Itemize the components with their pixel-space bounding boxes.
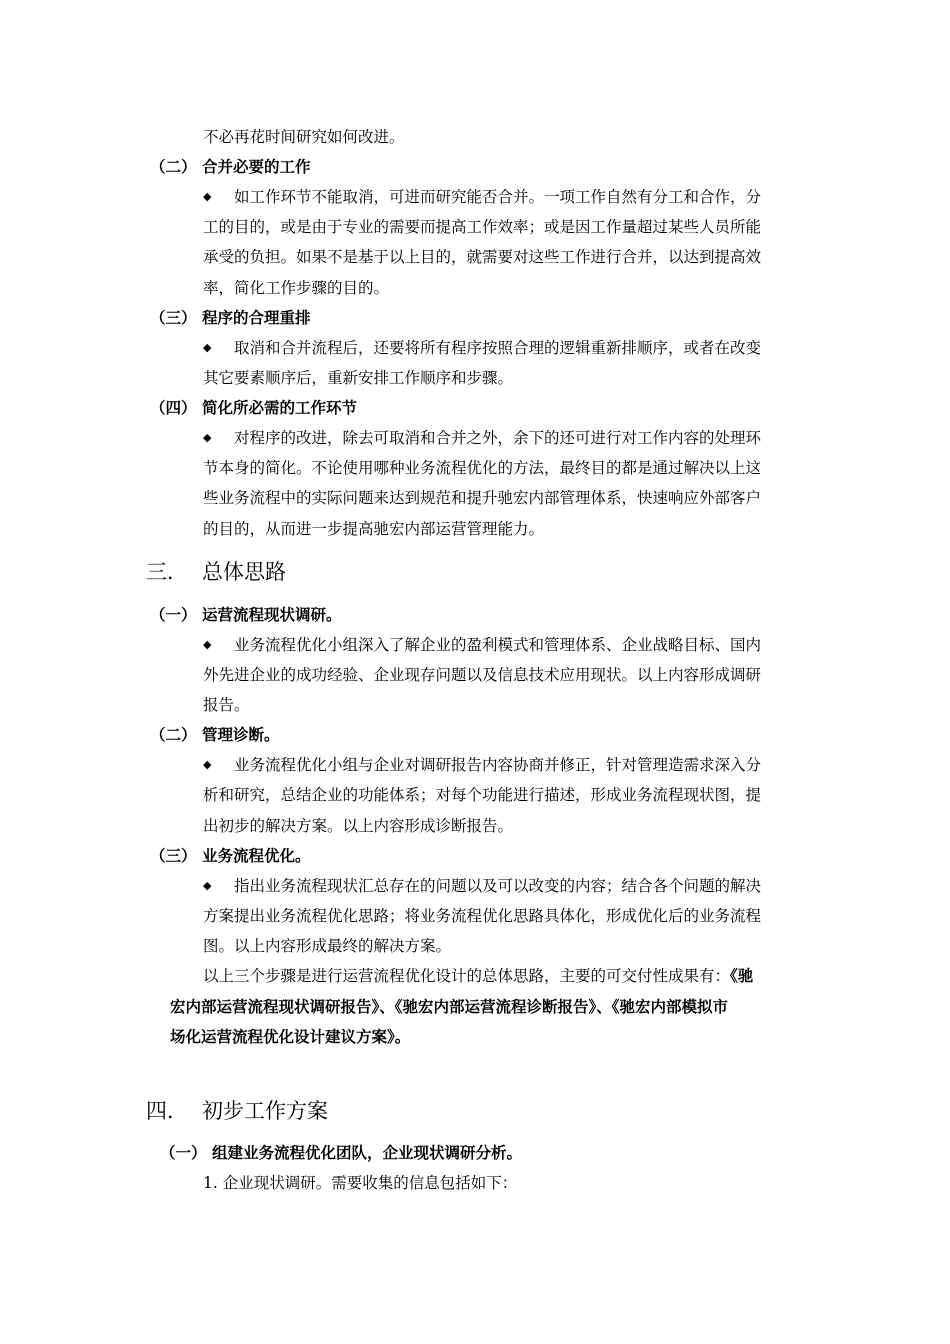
bullet-icon: ◆ [203, 190, 212, 203]
paragraph-line: 不必再花时间研究如何改进。 [203, 128, 405, 146]
paragraph-line: 率，简化工作步骤的目的。 [203, 279, 390, 297]
paragraph-line: 业务流程优化小组深入了解企业的盈利模式和管理体系、企业战略目标、国内 [234, 636, 762, 654]
bullet-icon: ◆ [203, 879, 212, 892]
paragraph-line: 报告。 [203, 696, 250, 714]
paragraph-line: 指出业务流程现状汇总存在的问题以及可以改变的内容；结合各个问题的解决 [234, 877, 762, 895]
bullet-icon: ◆ [203, 638, 212, 651]
section-number: （三） [150, 309, 197, 327]
section-title: 运营流程现状调研。 [202, 606, 342, 624]
chapter-heading [146, 558, 286, 586]
chapter-heading [146, 1097, 328, 1125]
section-heading [150, 724, 280, 746]
paragraph-line: 取消和合并流程后，还要将所有程序按照合理的逻辑重新排顺序，或者在改变 [234, 339, 762, 357]
summary-bold-text: 《驰 [730, 967, 754, 985]
section-number: （四） [150, 399, 197, 417]
section-number: （三） [150, 847, 197, 865]
chapter-title: 总体思路 [202, 560, 286, 584]
bullet-icon: ◆ [203, 431, 212, 444]
paragraph-line: 工的目的，或是由于专业的需要而提高工作效率；或是因工作量超过某些人员所能 [203, 218, 762, 236]
paragraph-line: 承受的负担。如果不是基于以上目的，就需要对这些工作进行合并，以达到提高效 [203, 248, 762, 266]
paragraph-line: 析和研究，总结企业的功能体系；对每个功能进行描述，形成业务流程现状图，提 [203, 786, 762, 804]
summary-line: 场化运营流程优化设计建议方案》。 [170, 1028, 411, 1046]
paragraph-line: 出初步的解决方案。以上内容形成诊断报告。 [203, 817, 514, 835]
section-title: 简化所必需的工作环节 [202, 399, 358, 417]
chapter-number: 四． [146, 1099, 188, 1123]
section-heading [150, 156, 311, 178]
section-title: 管理诊断。 [202, 726, 280, 744]
paragraph-line: 的目的，从而进一步提高驰宏内部运营管理能力。 [203, 520, 545, 538]
paragraph-line: 业务流程优化小组与企业对调研报告内容协商并修正，针对管理造需求深入分 [234, 756, 762, 774]
section-title: 合并必要的工作 [202, 158, 311, 176]
paragraph-line: 外先进企业的成功经验、企业现存问题以及信息技术应用现状。以上内容形成调研 [203, 666, 762, 684]
numbered-item: 1. 企业现状调研。需要收集的信息包括如下： [203, 1174, 518, 1192]
chapter-title: 初步工作方案 [202, 1099, 328, 1123]
paragraph-line: 如工作环节不能取消，可进而研究能否合并。一项工作自然有分工和合作，分 [234, 188, 762, 206]
section-title: 组建业务流程优化团队，企业现状调研分析。 [212, 1144, 523, 1162]
paragraph-line: 方案提出业务流程优化思路；将业务流程优化思路具体化，形成优化后的业务流程 [203, 907, 762, 925]
summary-line: 宏内部运营流程现状调研报告》、《驰宏内部运营流程诊断报告》、《驰宏内部模拟市 [170, 998, 729, 1016]
section-title: 程序的合理重排 [202, 309, 311, 327]
paragraph-line: 节本身的简化。不论使用哪种业务流程优化的方法，最终目的都是通过解决以上这 [203, 459, 762, 477]
section-number: （二） [150, 158, 197, 176]
section-number: （二） [150, 726, 197, 744]
paragraph-line: 对程序的改进，除去可取消和合并之外，余下的还可进行对工作内容的处理环 [234, 429, 762, 447]
paragraph-line: 其它要素顺序后，重新安排工作顺序和步骤。 [203, 369, 514, 387]
section-heading [150, 845, 311, 867]
summary-line [203, 965, 753, 987]
chapter-number: 三． [146, 560, 188, 584]
section-number: （一） [160, 1144, 207, 1162]
section-title: 业务流程优化。 [202, 847, 311, 865]
section-heading [160, 1142, 522, 1164]
section-heading [150, 604, 342, 626]
section-heading [150, 307, 311, 329]
section-number: （一） [150, 606, 197, 624]
bullet-icon: ◆ [203, 341, 212, 354]
paragraph-line: 些业务流程中的实际问题来达到规范和提升驰宏内部管理体系，快速响应外部客户 [203, 489, 762, 507]
summary-text: 以上三个步骤是进行运营流程优化设计的总体思路，主要的可交付性成果有： [203, 967, 731, 985]
paragraph-line: 图。以上内容形成最终的解决方案。 [203, 937, 452, 955]
bullet-icon: ◆ [203, 758, 212, 771]
section-heading [150, 397, 357, 419]
